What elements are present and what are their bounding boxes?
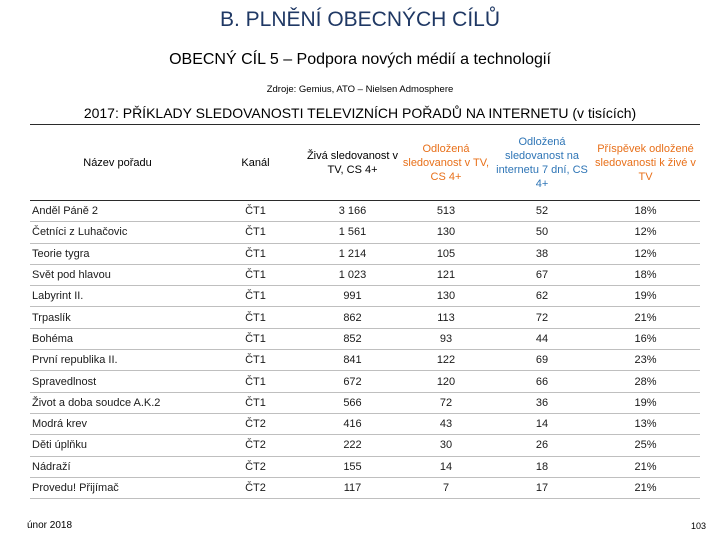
viewership-table (30, 124, 700, 499)
cell-delayed-internet: 14 (493, 413, 591, 434)
cell-delayed-internet: 62 (493, 286, 591, 307)
cell-contribution: 12% (591, 243, 700, 264)
cell-delayed-internet: 36 (493, 392, 591, 413)
cell-live-tv: 3 166 (306, 201, 399, 222)
cell-delayed-tv: 122 (399, 350, 493, 371)
cell-channel: ČT1 (205, 222, 306, 243)
cell-contribution: 23% (591, 350, 700, 371)
cell-contribution: 25% (591, 435, 700, 456)
cell-live-tv: 155 (306, 456, 399, 477)
cell-live-tv: 991 (306, 286, 399, 307)
cell-delayed-tv: 113 (399, 307, 493, 328)
cell-program-name: Teorie tygra (30, 243, 205, 264)
cell-channel: ČT2 (205, 435, 306, 456)
table-row (30, 328, 700, 349)
table-row (30, 371, 700, 392)
header-channel: Kanál (205, 125, 306, 201)
cell-live-tv: 1 561 (306, 222, 399, 243)
cell-contribution: 12% (591, 222, 700, 243)
table-row (30, 413, 700, 434)
cell-contribution: 21% (591, 477, 700, 498)
cell-delayed-tv: 513 (399, 201, 493, 222)
table-row (30, 392, 700, 413)
page-number: 103 (690, 521, 706, 531)
cell-program-name: Život a doba soudce A.K.2 (30, 392, 205, 413)
cell-contribution: 21% (591, 456, 700, 477)
cell-delayed-internet: 26 (493, 435, 591, 456)
cell-delayed-internet: 69 (493, 350, 591, 371)
cell-live-tv: 1 214 (306, 243, 399, 264)
header-contribution: Příspěvek odložené sledovanosti k živé v TV (591, 125, 700, 201)
header-delayed-tv: Odložená sledovanost v TV, CS 4+ (399, 125, 493, 201)
source-note: Zdroje: Gemius, ATO – Nielsen Admosphere (266, 84, 454, 95)
cell-program-name: Trpaslík (30, 307, 205, 328)
slide-title: B. PLNĚNÍ OBECNÝCH CÍLŮ (219, 8, 501, 31)
cell-channel: ČT2 (205, 477, 306, 498)
cell-delayed-internet: 50 (493, 222, 591, 243)
cell-live-tv: 566 (306, 392, 399, 413)
cell-program-name: Spravedlnost (30, 371, 205, 392)
cell-delayed-tv: 72 (399, 392, 493, 413)
cell-contribution: 21% (591, 307, 700, 328)
cell-delayed-tv: 43 (399, 413, 493, 434)
cell-channel: ČT2 (205, 413, 306, 434)
cell-channel: ČT1 (205, 201, 306, 222)
cell-delayed-tv: 93 (399, 328, 493, 349)
cell-delayed-internet: 52 (493, 201, 591, 222)
cell-contribution: 13% (591, 413, 700, 434)
table-header-row (30, 125, 700, 201)
cell-program-name: Anděl Páně 2 (30, 201, 205, 222)
cell-contribution: 18% (591, 201, 700, 222)
cell-live-tv: 862 (306, 307, 399, 328)
cell-delayed-internet: 44 (493, 328, 591, 349)
cell-program-name: Nádraží (30, 456, 205, 477)
header-program-name: Název pořadu (30, 125, 205, 201)
cell-delayed-internet: 72 (493, 307, 591, 328)
cell-delayed-internet: 17 (493, 477, 591, 498)
cell-delayed-internet: 18 (493, 456, 591, 477)
header-delayed-internet: Odložená sledovanost na internetu 7 dní, CS 4+ (493, 125, 591, 201)
table-row (30, 222, 700, 243)
cell-channel: ČT1 (205, 350, 306, 371)
cell-contribution: 18% (591, 264, 700, 285)
cell-delayed-internet: 66 (493, 371, 591, 392)
cell-delayed-tv: 130 (399, 222, 493, 243)
cell-contribution: 19% (591, 286, 700, 307)
cell-delayed-tv: 105 (399, 243, 493, 264)
cell-channel: ČT1 (205, 264, 306, 285)
cell-program-name: První republika II. (30, 350, 205, 371)
cell-channel: ČT1 (205, 286, 306, 307)
cell-live-tv: 841 (306, 350, 399, 371)
cell-program-name: Provedu! Přijímač (30, 477, 205, 498)
cell-contribution: 28% (591, 371, 700, 392)
cell-delayed-tv: 121 (399, 264, 493, 285)
cell-live-tv: 416 (306, 413, 399, 434)
cell-contribution: 19% (591, 392, 700, 413)
table-row (30, 243, 700, 264)
table-row (30, 456, 700, 477)
cell-live-tv: 117 (306, 477, 399, 498)
cell-channel: ČT1 (205, 307, 306, 328)
cell-live-tv: 672 (306, 371, 399, 392)
header-live-tv: Živá sledovanost v TV, CS 4+ (306, 125, 399, 201)
cell-live-tv: 1 023 (306, 264, 399, 285)
table-row (30, 477, 700, 498)
cell-live-tv: 222 (306, 435, 399, 456)
cell-delayed-tv: 120 (399, 371, 493, 392)
cell-channel: ČT1 (205, 243, 306, 264)
cell-program-name: Bohéma (30, 328, 205, 349)
cell-program-name: Děti úplňku (30, 435, 205, 456)
cell-delayed-tv: 7 (399, 477, 493, 498)
footer-date: únor 2018 (27, 520, 73, 531)
table-row (30, 435, 700, 456)
cell-program-name: Četníci z Luhačovic (30, 222, 205, 243)
cell-channel: ČT1 (205, 328, 306, 349)
cell-channel: ČT1 (205, 392, 306, 413)
cell-program-name: Modrá krev (30, 413, 205, 434)
table-row (30, 201, 700, 222)
cell-channel: ČT1 (205, 371, 306, 392)
cell-channel: ČT2 (205, 456, 306, 477)
table-title: 2017: PŘÍKLADY SLEDOVANOSTI TELEVIZNÍCH POŘADŮ NA INTERNETU (v tisících) (83, 105, 637, 121)
cell-live-tv: 852 (306, 328, 399, 349)
table-row (30, 286, 700, 307)
cell-program-name: Svět pod hlavou (30, 264, 205, 285)
cell-delayed-internet: 38 (493, 243, 591, 264)
cell-delayed-internet: 67 (493, 264, 591, 285)
cell-program-name: Labyrint II. (30, 286, 205, 307)
table-row (30, 307, 700, 328)
slide-subtitle: OBECNÝ CÍL 5 – Podpora nových médií a technologií (169, 51, 551, 68)
table-row (30, 350, 700, 371)
cell-delayed-tv: 130 (399, 286, 493, 307)
cell-delayed-tv: 30 (399, 435, 493, 456)
table-row (30, 264, 700, 285)
cell-delayed-tv: 14 (399, 456, 493, 477)
cell-contribution: 16% (591, 328, 700, 349)
